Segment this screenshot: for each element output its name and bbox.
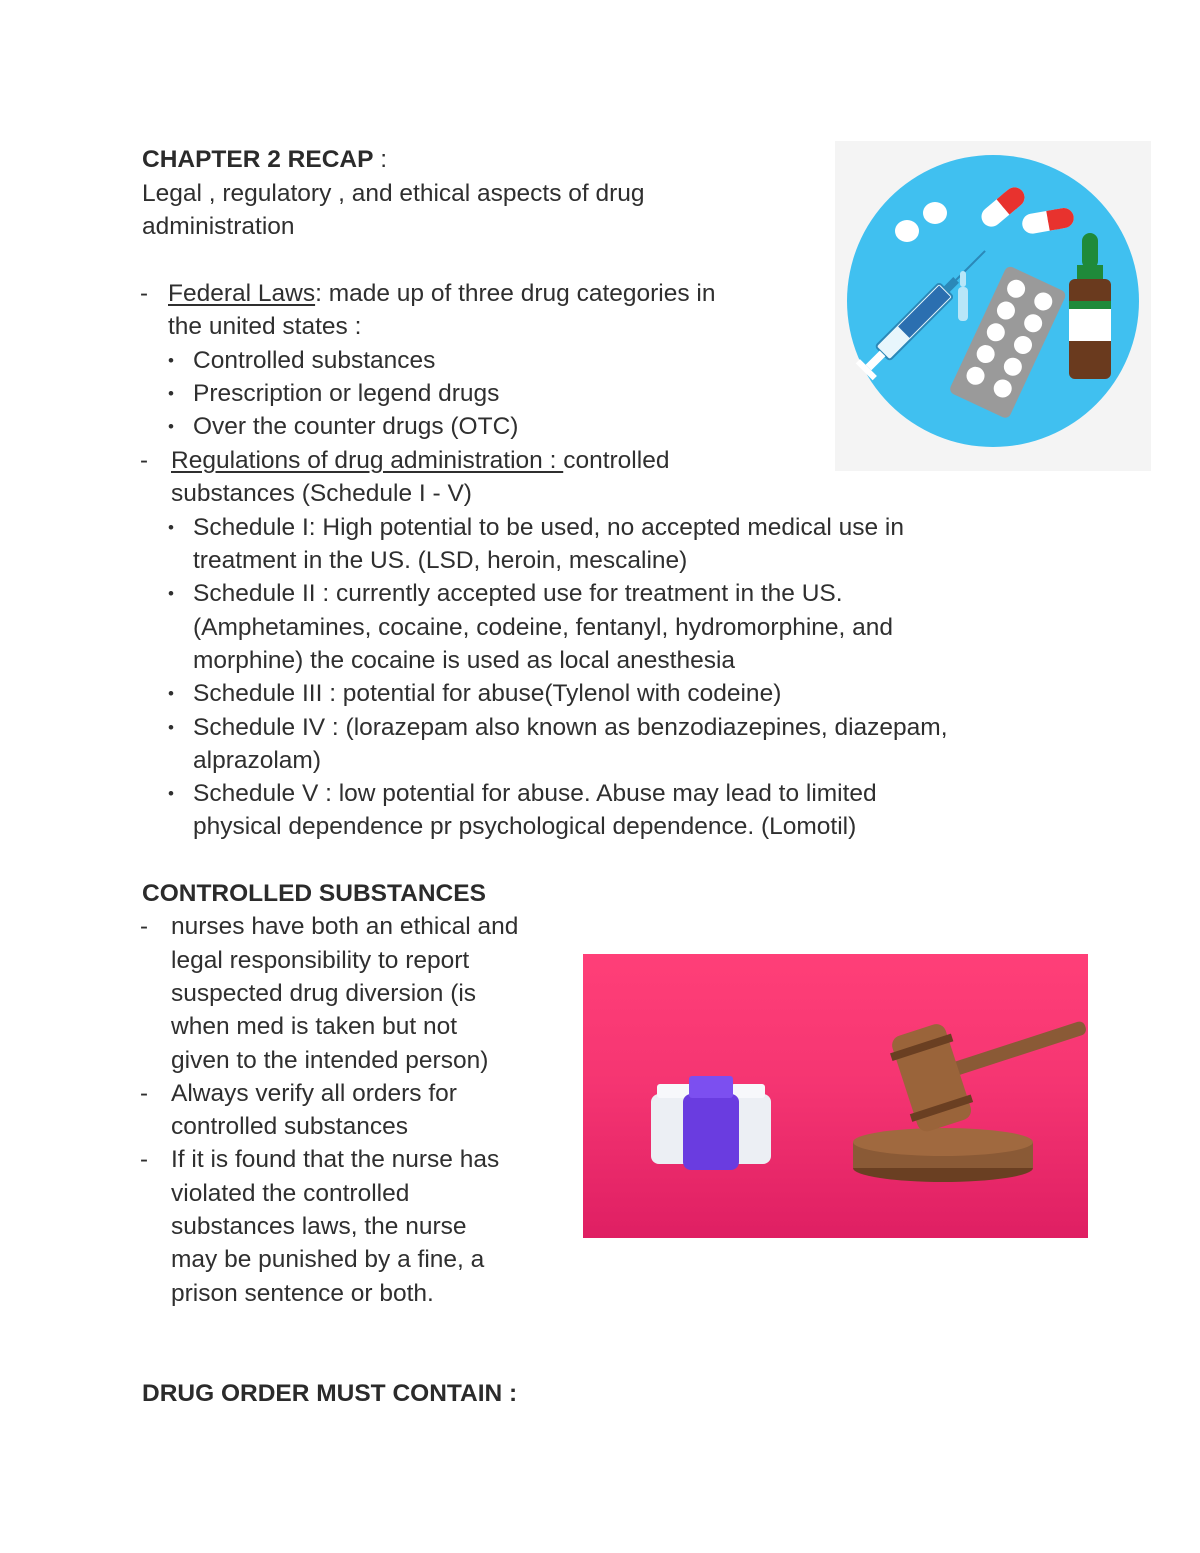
schedule-2-line1: Schedule II : currently accepted use for treatment in the US.	[193, 580, 843, 607]
controlled-3-line2: violated the controlled	[171, 1180, 410, 1207]
bullet-dot: •	[168, 718, 174, 737]
federal-laws-line1	[168, 277, 716, 310]
schedule-2-line3: morphine) the cocaine is used as local anesthesia	[193, 647, 736, 674]
controlled-heading: CONTROLLED SUBSTANCES	[142, 880, 486, 907]
controlled-1-line1: nurses have both an ethical and	[171, 913, 519, 940]
gavel-icon	[583, 954, 1088, 1238]
chapter-heading: CHAPTER 2 RECAP	[142, 146, 374, 173]
chapter-subtitle-line2: administration	[142, 213, 295, 240]
gavel-bottles-illustration	[583, 954, 1088, 1238]
chapter-subtitle-line1: Legal , regulatory , and ethical aspects of drug	[142, 180, 645, 207]
federal-laws-line2: the united states :	[168, 313, 362, 340]
chapter-title	[142, 143, 387, 176]
federal-bullet-1: Controlled substances	[193, 347, 436, 374]
schedule-5-line1: Schedule V : low potential for abuse. Abuse may lead to limited	[193, 780, 877, 807]
bullet-dot: •	[168, 518, 174, 537]
medicine-illustration	[835, 141, 1151, 471]
controlled-3-line4: may be punished by a fine, a	[171, 1246, 485, 1273]
schedule-4-line2: alprazolam)	[193, 747, 321, 774]
controlled-dash: -	[140, 1080, 148, 1107]
federal-laws-dash: -	[140, 280, 148, 307]
regulations-text: controlled	[563, 447, 670, 474]
schedule-3-line1: Schedule III : potential for abuse(Tylenol with codeine)	[193, 680, 782, 707]
federal-laws-text: : made up of three drug categories in	[315, 280, 716, 307]
bullet-dot: •	[168, 417, 174, 436]
schedule-5-line2: physical dependence pr psychological dependence. (Lomotil)	[193, 813, 857, 840]
regulations-line1	[171, 444, 669, 477]
controlled-1-line5: given to the intended person)	[171, 1047, 489, 1074]
schedule-2-line2: (Amphetamines, cocaine, codeine, fentanyl, hydromorphine, and	[193, 614, 894, 641]
controlled-dash: -	[140, 1146, 148, 1173]
controlled-2-line1: Always verify all orders for	[171, 1080, 457, 1107]
bullet-dot: •	[168, 684, 174, 703]
medicine-icon	[835, 141, 1151, 471]
federal-laws-title: Federal Laws	[168, 280, 316, 307]
controlled-dash: -	[140, 913, 148, 940]
bullet-dot: •	[168, 584, 174, 603]
chapter-heading-suffix: :	[373, 146, 388, 173]
controlled-1-line3: suspected drug diversion (is	[171, 980, 477, 1007]
controlled-1-line4: when med is taken but not	[171, 1013, 458, 1040]
schedule-1-line1: Schedule I: High potential to be used, no accepted medical use in	[193, 514, 904, 541]
schedule-1-line2: treatment in the US. (LSD, heroin, mescaline)	[193, 547, 688, 574]
drug-order-heading: DRUG ORDER MUST CONTAIN :	[142, 1380, 518, 1407]
regulations-dash: -	[140, 447, 148, 474]
controlled-1-line2: legal responsibility to report	[171, 947, 470, 974]
bullet-dot: •	[168, 351, 174, 370]
controlled-3-line5: prison sentence or both.	[171, 1280, 434, 1307]
schedule-4-line1: Schedule IV : (lorazepam also known as benzodiazepines, diazepam,	[193, 714, 948, 741]
controlled-3-line3: substances laws, the nurse	[171, 1213, 467, 1240]
federal-bullet-2: Prescription or legend drugs	[193, 380, 500, 407]
controlled-3-line1: If it is found that the nurse has	[171, 1146, 500, 1173]
bullet-dot: •	[168, 384, 174, 403]
regulations-title: Regulations of drug administration :	[171, 447, 564, 474]
controlled-2-line2: controlled substances	[171, 1113, 408, 1140]
regulations-line2: substances (Schedule I - V)	[171, 480, 472, 507]
federal-bullet-3: Over the counter drugs (OTC)	[193, 413, 519, 440]
bullet-dot: •	[168, 784, 174, 803]
